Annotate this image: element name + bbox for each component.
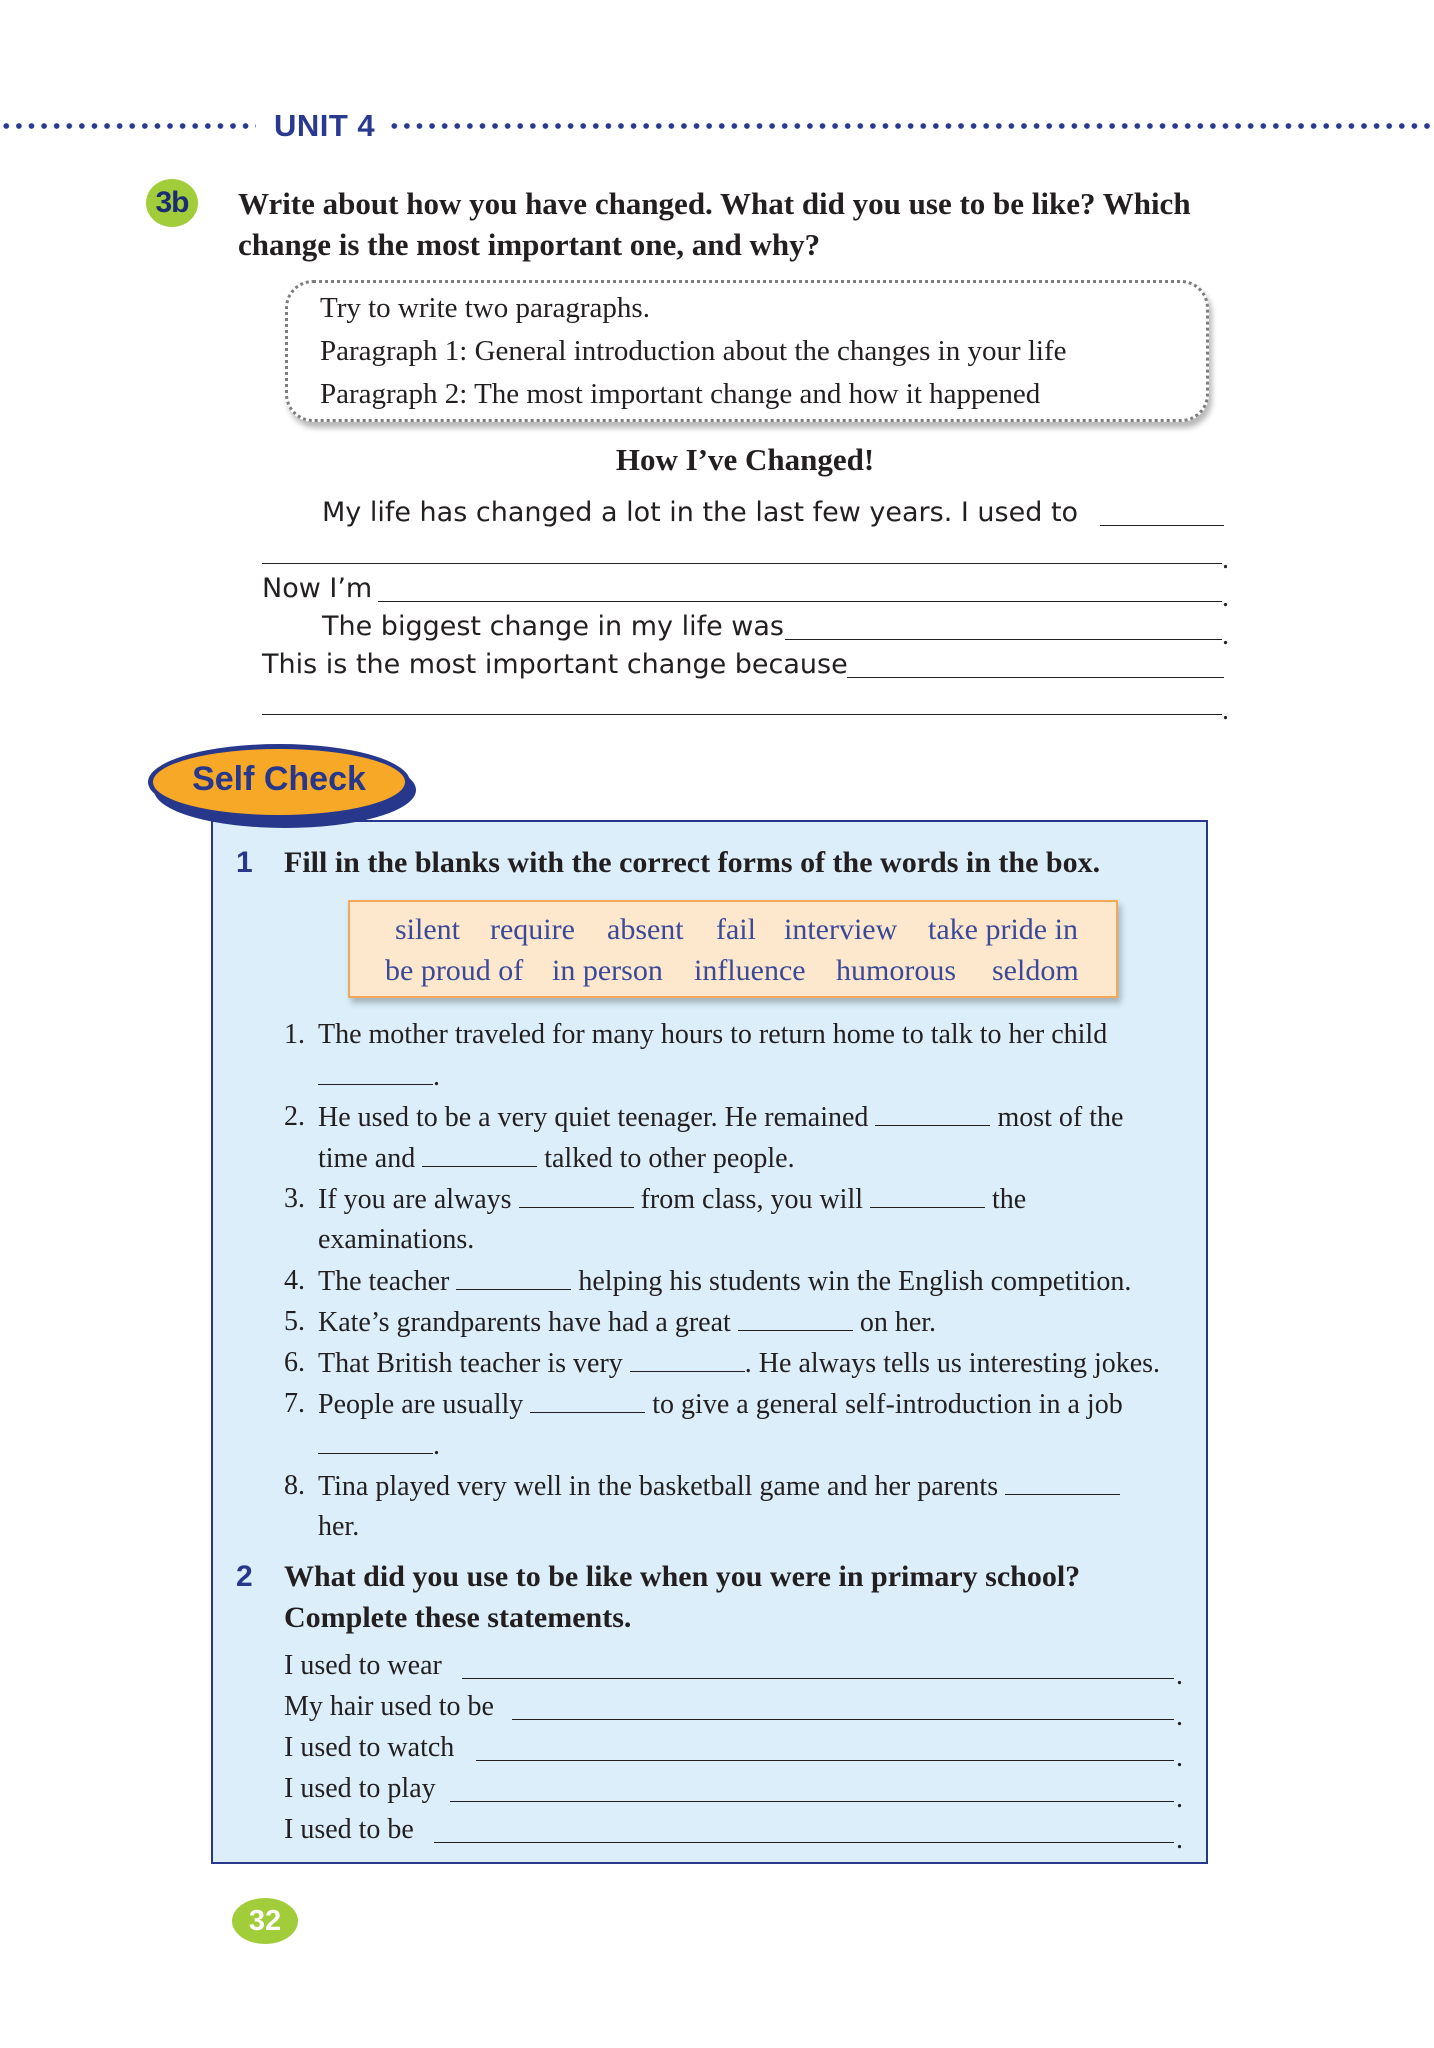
answer-blank[interactable] bbox=[519, 1181, 634, 1208]
item-text: People are usually bbox=[318, 1389, 524, 1420]
period: . bbox=[1176, 1701, 1183, 1732]
section-title-line1: What did you use to be like when you were in primary school? bbox=[284, 1560, 1081, 1593]
answer-blank[interactable] bbox=[875, 1099, 990, 1126]
statement-blank[interactable] bbox=[462, 1678, 1174, 1679]
essay-line: The biggest change in my life was bbox=[322, 611, 784, 642]
statement-blank[interactable] bbox=[512, 1719, 1174, 1720]
statement-blank[interactable] bbox=[450, 1801, 1174, 1802]
tip-line: Try to write two paragraphs. bbox=[320, 292, 650, 324]
self-check-title: Self Check bbox=[192, 760, 366, 798]
item-number: 8. bbox=[284, 1470, 305, 1501]
item-text: talked to other people. bbox=[544, 1143, 795, 1174]
item-number: 6. bbox=[284, 1347, 305, 1378]
period: . bbox=[1176, 1742, 1183, 1773]
statement-text: I used to wear bbox=[284, 1650, 442, 1681]
item-text: The mother traveled for many hours to return home to talk to her child bbox=[318, 1019, 1108, 1050]
word-item: be proud of bbox=[385, 954, 524, 987]
item-line bbox=[318, 1263, 1131, 1300]
word-item: interview bbox=[784, 913, 898, 946]
word-item: humorous bbox=[836, 954, 956, 987]
item-text: . bbox=[433, 1061, 440, 1092]
item-text: Tina played very well in the basketball game and her parents bbox=[318, 1471, 999, 1502]
statement-text: My hair used to be bbox=[284, 1691, 494, 1722]
word-item: fail bbox=[716, 913, 756, 946]
item-text: the bbox=[992, 1184, 1027, 1215]
essay-line: This is the most important change because bbox=[262, 649, 848, 680]
item-text: . bbox=[433, 1430, 440, 1461]
essay-blank[interactable] bbox=[262, 563, 1222, 564]
answer-blank[interactable] bbox=[456, 1263, 571, 1290]
item-number: 4. bbox=[284, 1265, 305, 1296]
item-text: time and bbox=[318, 1143, 416, 1174]
answer-blank[interactable] bbox=[422, 1140, 537, 1167]
header-dots-left bbox=[0, 123, 256, 129]
essay-blank[interactable] bbox=[1100, 525, 1224, 526]
item-number: 7. bbox=[284, 1388, 305, 1419]
statement-text: I used to be bbox=[284, 1814, 414, 1845]
item-text: If you are always bbox=[318, 1184, 512, 1215]
tip-line: Paragraph 1: General introduction about the changes in your life bbox=[320, 335, 1067, 367]
item-line bbox=[318, 1181, 1026, 1218]
word-item: silent bbox=[395, 913, 460, 946]
word-item: absent bbox=[607, 913, 684, 946]
item-line bbox=[318, 1427, 440, 1464]
item-text: Kate’s grandparents have had a great bbox=[318, 1307, 731, 1338]
answer-blank[interactable] bbox=[870, 1181, 985, 1208]
item-number: 5. bbox=[284, 1306, 305, 1337]
section-title: Fill in the blanks with the correct forms of the words in the box. bbox=[284, 846, 1101, 879]
essay-line: My life has changed a lot in the last few years. I used to bbox=[322, 497, 1079, 528]
answer-blank[interactable] bbox=[630, 1345, 745, 1372]
statement-text: I used to play bbox=[284, 1773, 436, 1804]
item-number: 2. bbox=[284, 1101, 305, 1132]
period: . bbox=[1222, 544, 1229, 575]
statement-text: I used to watch bbox=[284, 1732, 455, 1763]
item-text: her. bbox=[318, 1511, 360, 1542]
answer-blank[interactable] bbox=[318, 1058, 433, 1085]
item-text: helping his students win the English competition. bbox=[578, 1266, 1132, 1297]
essay-blank[interactable] bbox=[262, 714, 1222, 715]
item-line bbox=[318, 1058, 440, 1095]
word-item: require bbox=[490, 913, 575, 946]
word-item: influence bbox=[694, 954, 806, 987]
statement-blank[interactable] bbox=[476, 1760, 1174, 1761]
period: . bbox=[1176, 1660, 1183, 1691]
statement-blank[interactable] bbox=[434, 1842, 1174, 1843]
section-number: 2 bbox=[236, 1560, 253, 1593]
period: . bbox=[1222, 620, 1229, 651]
item-line bbox=[318, 1099, 1123, 1136]
header-dots-right bbox=[388, 123, 1430, 129]
item-text: from class, you will bbox=[640, 1184, 864, 1215]
item-line bbox=[318, 1468, 1120, 1505]
period: . bbox=[1176, 1783, 1183, 1814]
item-text: That British teacher is very bbox=[318, 1348, 623, 1379]
item-text: He used to be a very quiet teenager. He remained bbox=[318, 1102, 869, 1133]
item-text: . He always tells us interesting jokes. bbox=[744, 1348, 1161, 1379]
section-number: 1 bbox=[236, 846, 253, 879]
task-prompt-line2: change is the most important one, and why? bbox=[238, 227, 821, 262]
unit-label: UNIT 4 bbox=[274, 108, 376, 143]
word-item: take pride in bbox=[928, 913, 1078, 946]
item-text: most of the bbox=[997, 1102, 1124, 1133]
task-badge: 3b bbox=[146, 179, 198, 227]
period: . bbox=[1222, 695, 1229, 726]
essay-blank[interactable] bbox=[847, 677, 1224, 678]
tip-line: Paragraph 2: The most important change and how it happened bbox=[320, 378, 1041, 410]
section-title-line2: Complete these statements. bbox=[284, 1601, 632, 1634]
item-number: 3. bbox=[284, 1183, 305, 1214]
item-text: examinations. bbox=[318, 1224, 475, 1255]
item-number: 1. bbox=[284, 1019, 305, 1050]
item-line bbox=[318, 1304, 936, 1341]
item-text: on her. bbox=[859, 1307, 937, 1338]
task-prompt-line1: Write about how you have changed. What did you use to be like? Which bbox=[238, 186, 1191, 221]
item-line bbox=[318, 1140, 795, 1177]
word-item: seldom bbox=[992, 954, 1079, 987]
answer-blank[interactable] bbox=[738, 1304, 853, 1331]
essay-blank[interactable] bbox=[378, 601, 1222, 602]
page-number: 32 bbox=[232, 1898, 298, 1944]
item-text: to give a general self-introduction in a job bbox=[652, 1389, 1123, 1420]
item-line bbox=[318, 1386, 1123, 1423]
answer-blank[interactable] bbox=[1005, 1468, 1120, 1495]
word-item: in person bbox=[552, 954, 663, 987]
answer-blank[interactable] bbox=[318, 1427, 433, 1454]
item-text: The teacher bbox=[318, 1266, 450, 1297]
period: . bbox=[1176, 1824, 1183, 1855]
period: . bbox=[1222, 582, 1229, 613]
essay-blank[interactable] bbox=[785, 639, 1222, 640]
item-line bbox=[318, 1345, 1160, 1382]
essay-line: Now I’m bbox=[262, 573, 373, 604]
essay-title: How I’ve Changed! bbox=[615, 442, 875, 477]
answer-blank[interactable] bbox=[530, 1386, 645, 1413]
